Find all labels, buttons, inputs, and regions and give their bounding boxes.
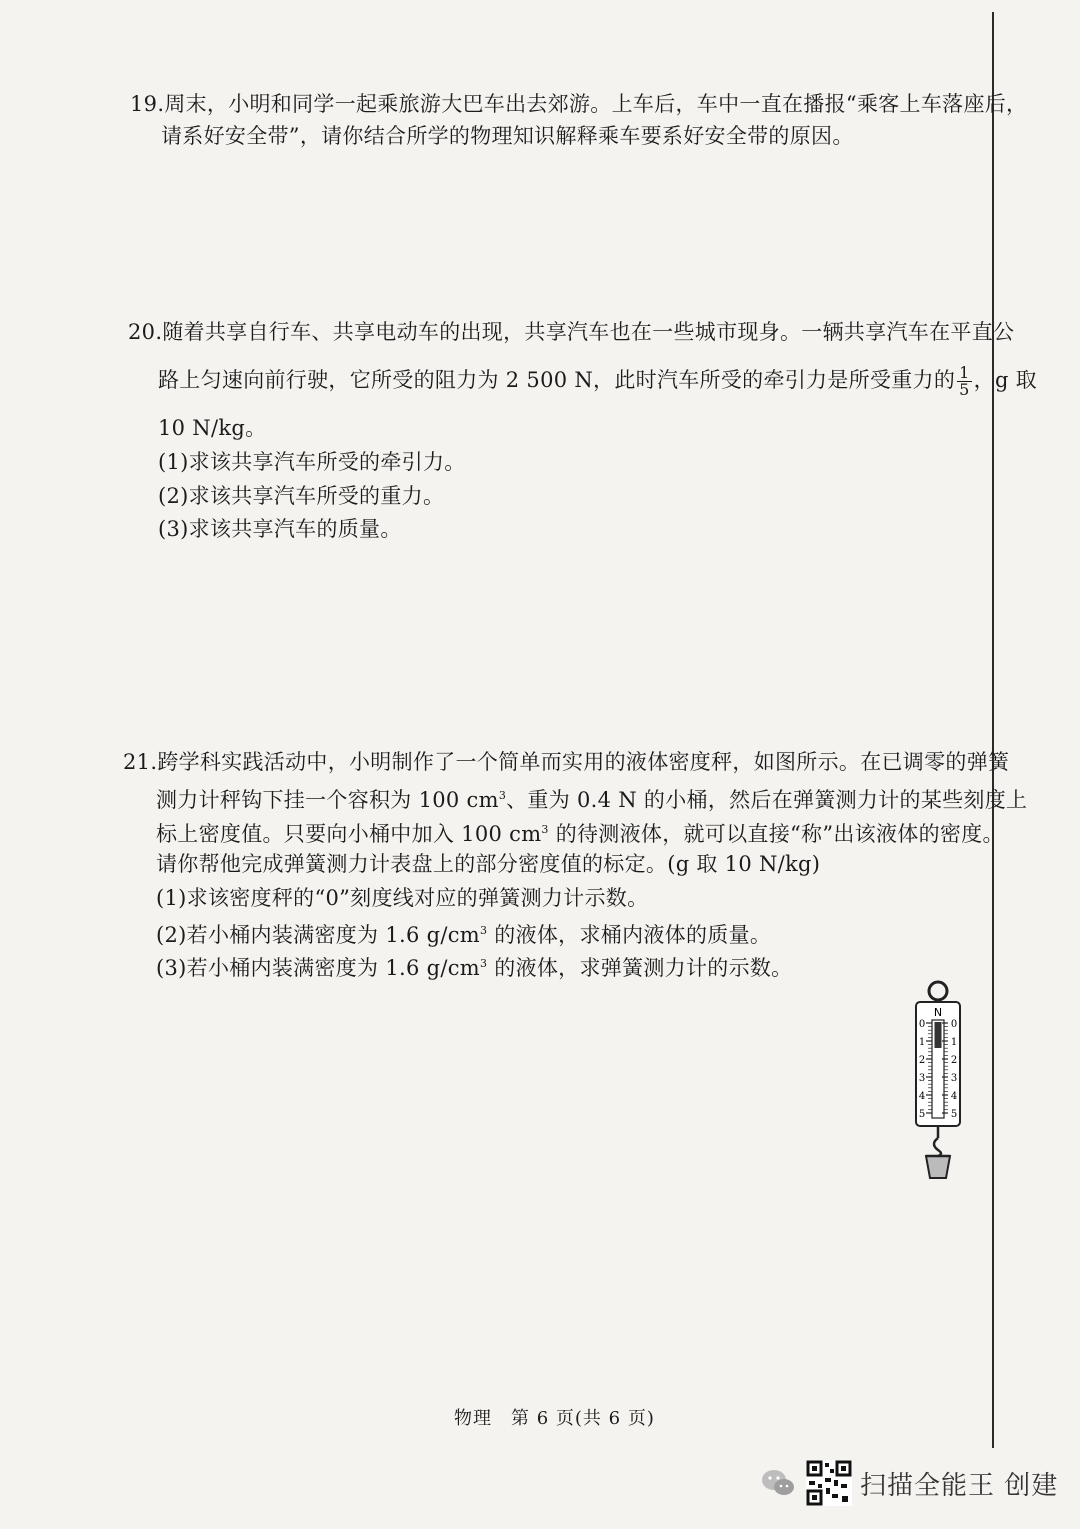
fraction-numerator: 1 [959, 363, 970, 382]
q19-text1: 周末，小明和同学一起乘旅游大巴车出去郊游。上车后，车中一直在播报“乘客上车落座后， [164, 92, 1028, 116]
tick-label-right-1: 1 [950, 1037, 958, 1048]
tick-label-left-0: 0 [918, 1019, 926, 1030]
tick-label-left-2: 2 [918, 1055, 926, 1066]
q21-sub3b: 的液体，求弹簧测力计的示数。 [487, 956, 793, 980]
q21-text2a: 测力计秤钩下挂一个容积为 100 cm [156, 788, 499, 812]
tick-label-right-0: 0 [950, 1019, 958, 1030]
q20-text1: 随着共享自行车、共享电动车的出现，共享汽车也在一些城市现身。一辆共享汽车在平直公 [162, 320, 1015, 344]
q21-sub2b: 的液体，求桶内液体的质量。 [487, 923, 772, 947]
q20-number: 20. [128, 320, 163, 344]
superscript: 3 [498, 789, 507, 802]
spring-indicator [935, 1022, 942, 1048]
tick-label-left-1: 1 [918, 1037, 926, 1048]
q21-sub3a: (3)若小桶内装满密度为 1.6 g/cm [156, 956, 480, 980]
q20-text2: 路上匀速向前行驶，它所受的阻力为 2 500 N，此时汽车所受的牵引力是所受重力的 [158, 368, 956, 392]
tick-label-left-5: 5 [918, 1109, 926, 1120]
q20-line1 [128, 314, 1014, 350]
q20-sub2: (2)求该共享汽车所受的重力。 [158, 484, 445, 508]
q19-number: 19. [130, 92, 165, 116]
qr-code-icon [806, 1460, 852, 1506]
q21-text3b: 的待测液体，就可以直接“称”出该液体的密度。 [548, 822, 1004, 846]
scale-hook-icon [934, 1126, 941, 1156]
q20-line2 [158, 362, 1037, 398]
q20-text2-end: ，g 取 [973, 368, 1037, 392]
q21-text1: 跨学科实践活动中，小明制作了一个简单而实用的液体密度秤，如图所示。在已调零的弹簧 [157, 750, 1010, 774]
one-fifth-fraction [957, 365, 971, 398]
q21-text3a: 标上密度值。只要向小桶中加入 100 cm [156, 822, 542, 846]
hanging-ring-icon [929, 982, 947, 1000]
q21-sub3 [156, 946, 793, 986]
tick-label-right-2: 2 [950, 1055, 958, 1066]
scanner-watermark [760, 1458, 1058, 1508]
superscript: 3 [541, 823, 549, 836]
page-footer: 物理 第 6 页(共 6 页) [454, 1408, 655, 1429]
q21-line1 [123, 744, 1009, 780]
superscript: 3 [480, 924, 488, 937]
q21-number: 21. [123, 750, 158, 774]
q21-sub2a: (2)若小桶内装满密度为 1.6 g/cm [156, 923, 480, 947]
q21-sub1: (1)求该密度秤的“0”刻度线对应的弹簧测力计示数。 [156, 886, 649, 910]
tick-label-left-3: 3 [918, 1073, 926, 1084]
unit-label: N [933, 1006, 943, 1019]
superscript: 3 [480, 957, 488, 970]
q21-text2b: 、重为 0.4 N 的小桶，然后在弹簧测力计的某些刻度上 [506, 788, 1028, 812]
tick-label-left-4: 4 [918, 1091, 926, 1102]
q20-sub1: (1)求该共享汽车所受的牵引力。 [158, 450, 466, 474]
tick-label-right-4: 4 [950, 1091, 958, 1102]
small-bucket-icon [926, 1156, 950, 1178]
watermark-text: 扫描全能王 创建 [860, 1470, 1059, 1501]
tick-label-right-3: 3 [950, 1073, 958, 1084]
wechat-icon [760, 1468, 796, 1498]
fraction-denominator: 5 [959, 380, 970, 399]
q21-line4: 请你帮他完成弹簧测力计表盘上的部分密度值的标定。(g 取 10 N/kg) [156, 852, 821, 876]
q20-sub3: (3)求该共享汽车的质量。 [158, 517, 402, 541]
q19-line1 [130, 86, 1027, 122]
margin-rule [992, 12, 994, 1448]
q20-line3: 10 N/kg。 [158, 416, 267, 440]
q19-line2: 请系好安全带”，请你结合所学的物理知识解释乘车要系好安全带的原因。 [161, 124, 854, 148]
spring-scale-figure [908, 978, 968, 1186]
tick-label-right-5: 5 [950, 1109, 958, 1120]
